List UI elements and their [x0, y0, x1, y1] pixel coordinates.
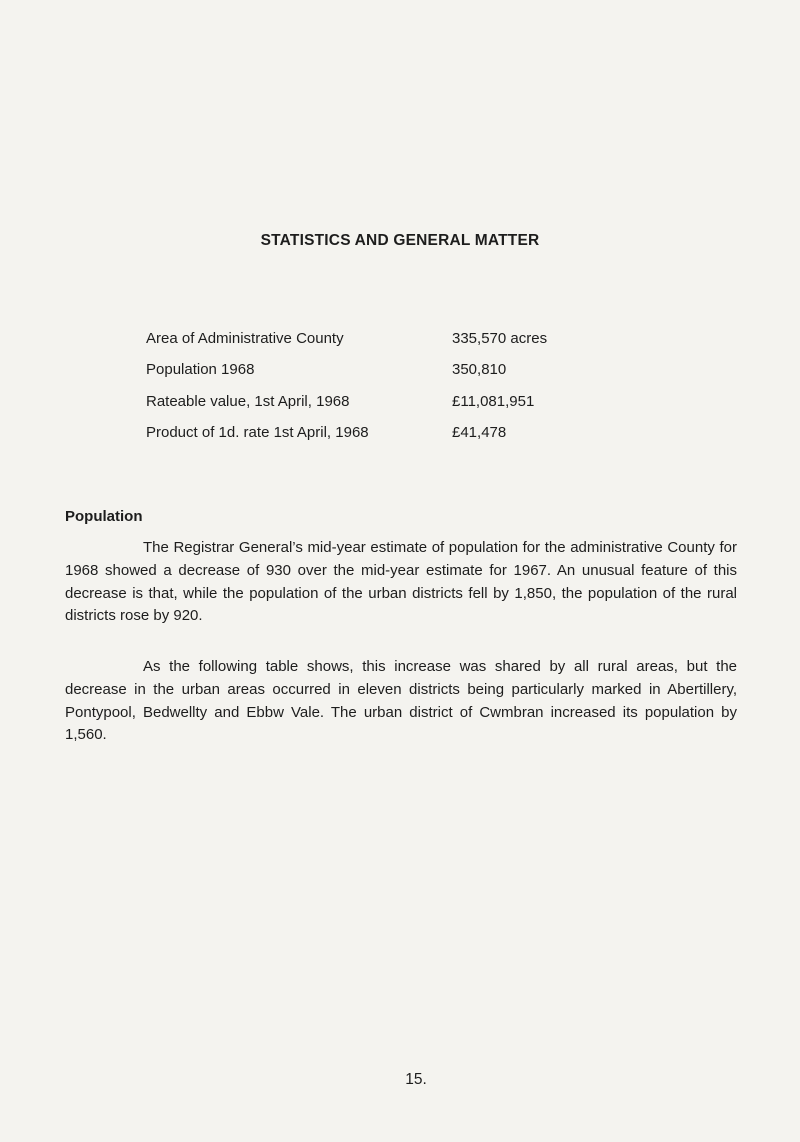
stat-label: Product of 1d. rate 1st April, 1968 [146, 423, 369, 441]
stat-row-rateable-value [146, 393, 586, 424]
statistics-table [146, 330, 586, 455]
stat-value: 335,570 acres [452, 330, 548, 347]
page-number: 15. [405, 1071, 427, 1088]
section-heading-population: Population [65, 508, 143, 525]
stat-row-area [146, 330, 586, 361]
stat-row-population [146, 361, 586, 392]
stat-value: 350,810 [452, 361, 507, 379]
stat-label: Rateable value, 1st April, 1968 [146, 392, 350, 410]
population-paragraph-2: As the following table shows, this increase was shared by all rural areas, but the decrease in the urban areas occurred in eleven districts being particularly marked in Abertillery, Pontypool, Bedwellty and Ebbw Vale. The urban district of Cwmbran increased its population by 1,560. [65, 658, 737, 744]
page-title: STATISTICS AND GENERAL MATTER [260, 232, 540, 249]
stat-label: Area of Administrative County [146, 330, 344, 347]
population-paragraph-1: The Registrar General’s mid-year estimate of population for the administrative County for 1968 showed a decrease of 930 over the mid-year estimate for 1967. An unusual feature of this decrease is that, while the population of the urban districts fell by 1,850, the population of the rural districts rose by 920. [65, 539, 737, 625]
stat-value: £41,478 [452, 423, 507, 441]
stat-row-rate-product [146, 424, 586, 455]
stat-value: £11,081,951 [452, 392, 535, 410]
stat-label: Population 1968 [146, 361, 255, 379]
